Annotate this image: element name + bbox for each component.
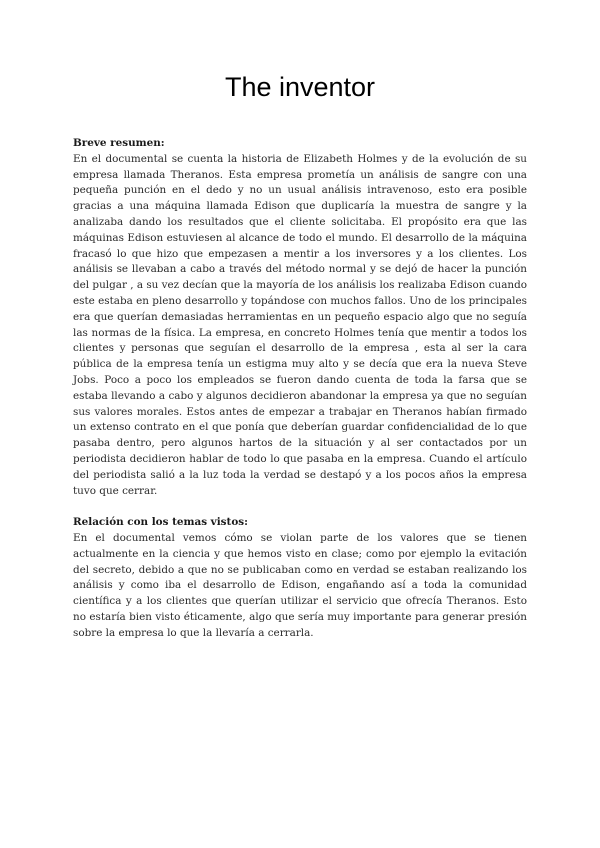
document-content: [73, 136, 527, 642]
section-heading: Breve resumen:: [73, 137, 165, 149]
section-heading: Relación con los temas vistos:: [73, 516, 248, 529]
section-paragraph: En el documental vemos cómo se violan parte de los valores que se tienen actualmente en la ciencia y que hemos visto en clase; como por ejemplo la evitación del secreto, debido a que no se publicaban como en verdad se estaban realizando los análisis y como iba el desarrollo de Edison, engañando así a toda la comunidad científica y a los clientes que querían utilizar el servicio que ofrecía Theranos. Esto no estaría bien visto éticamente, algo que sería muy importante para generar presión sobre la empresa lo que la llevaría a cerrarla.: [73, 531, 527, 639]
section-related-topics: [73, 515, 527, 641]
section-paragraph: En el documental se cuenta la historia de Elizabeth Holmes y de la evolución de su empresa llamada Theranos. Esta empresa prometía un análisis de sangre con una pequeña punción en el dedo y no un usual análisis intravenoso, esto era posible gracias a una máquina llamada Edison que duplicaría la muestra de sangre y la analizaba dando los resultados que el cliente solicitaba. El propósito era que las máquinas Edison estuviesen al alcance de todo el mundo. El desarrollo de la máquina fracasó lo que hizo que empezasen a mentir a los inversores y a los clientes. Los análisis se llevaban a cabo a través del método normal y se dejó de hacer la punción del pulgar , a su vez decían que la mayoría de los análisis los realizaba Edison cuando este estaba en pleno desarrollo y topándose con muchos fallos. Uno de los principales era que querían demasiadas herramientas en un pequeño espacio algo que no seguía las normas de la física. La empresa, en concreto Holmes tenía que mentir a todos los clientes y personas que seguían el desarrollo de la empresa , esta al ser la cara pública de la empresa tenía un estigma muy alto y se decía que era la nueva Steve Jobs. Poco a poco los empleados se fueron dando cuenta de toda la farsa que se estaba llevando a cabo y algunos decidieron abandonar la empresa ya que no seguían sus valores morales. Estos antes de empezar a trabajar en Theranos habían firmado un extenso contrato en el que ponía que deberían guardar confidencialidad de lo que pasaba dentro, pero algunos hartos de la situación y al ser contactados por un periodista decidieron hablar de todo lo que pasaba en la empresa. Cuando el artículo del periodista salió a la luz toda la verdad se destapó y a los pocos años la empresa tuvo que cerrar.: [73, 152, 527, 497]
section-summary: [73, 136, 527, 499]
document-title: The inventor: [224, 72, 376, 102]
